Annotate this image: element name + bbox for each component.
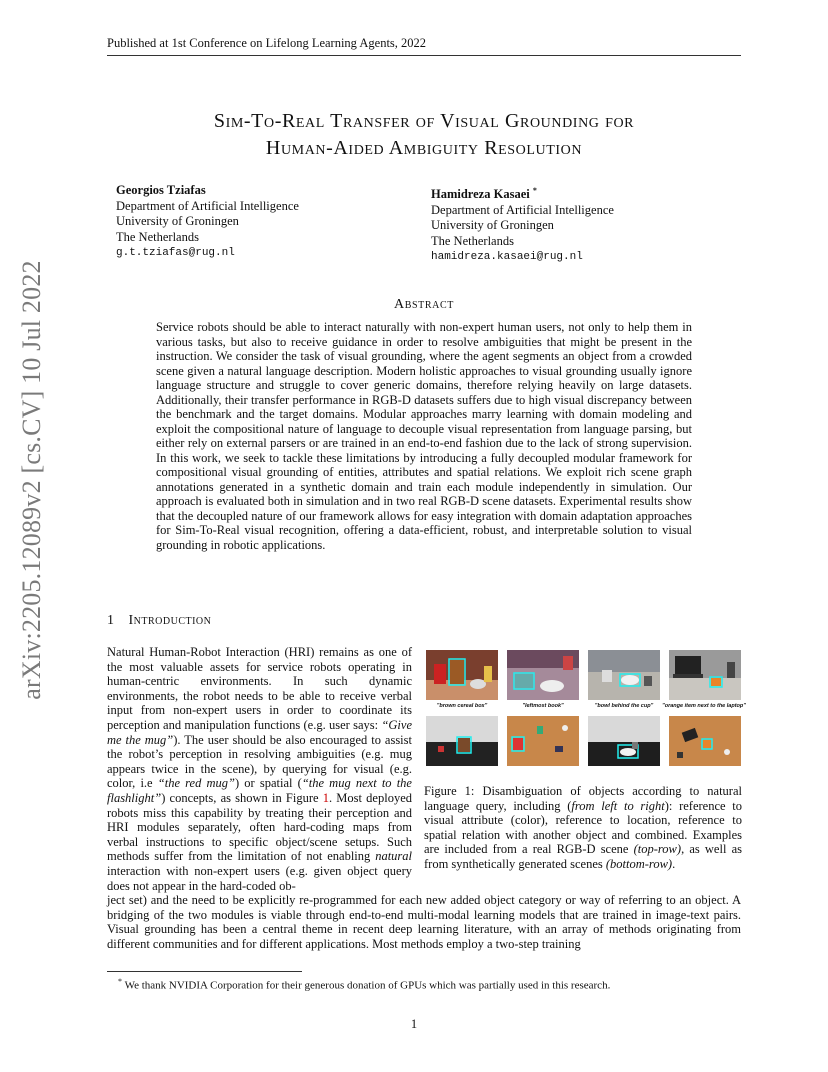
figure-query-label: "orange item next to the laptop" [662,703,746,709]
real-scene-image [669,650,741,700]
real-scene-image [426,650,498,700]
section-title: Introduction [128,613,212,628]
figure-query-label: "brown cereal box" [436,703,488,709]
synthetic-scene-image [669,716,741,766]
figure-query-label: "leftmost book" [522,703,564,709]
synthetic-scene-image [426,716,498,766]
author-block-2 [431,183,614,266]
figure-1 [424,648,746,778]
author-email[interactable]: g.t.tziafas@rug.nl [116,247,235,259]
figure-ref-link[interactable]: 1 [322,790,329,805]
running-header: Published at 1st Conference on Lifelong Learning Agents, 2022 [107,36,741,56]
figure-query-label: "bowl behind the cup" [594,703,654,709]
real-scene-image [507,650,579,700]
author-email[interactable]: hamidreza.kasaei@rug.nl [431,251,583,264]
synthetic-scene-image [588,716,660,766]
title-line-2: Human-Aided Ambiguity Resolution [265,137,583,159]
author-univ: University of Groningen [431,218,554,233]
author-name: Hamidreza Kasaei * [431,186,537,202]
section-number: 1 [107,613,115,628]
arxiv-stamp [12,260,52,700]
page-number: 1 [410,1017,418,1031]
footnote-text: We thank NVIDIA Corporation for their generous donation of GPUs which was partially used in this research. [124,979,611,992]
author-univ: University of Groningen [116,214,239,228]
author-name: Georgios Tziafas [116,183,206,197]
abstract-text: Service robots should be able to interact naturally with non-expert human users, not only to help them in various tasks, but also to receive guidance in order to resolve ambiguities that might be present in the instruction. We consider the task of visual grounding, where the agent segments an object from a crowded scene given a natural language description. Modern holistic approaches to visual grounding usually ignore language structure and struggle to cover generic domains, therefore relying heavily on large datasets. Additionally, their transfer performance in RGB-D datasets suffers due to high visual discrepancy between the benchmark and the target domains. Modular approaches marry learning with domain modeling and exploit the compositional nature of language to decouple visual representation from language parsing, but either rely on external parsers or are trained in an end-to-end fashion due to the lack of strong supervision. In this work, we seek to tackle these limitations by introducing a fully decoupled modular framework for compositional visual grounding of entities, attributes and spatial relations. We exploit rich scene graph annotations generated in a synthetic domain and train each module independently in simulation. Our approach is evaluated both in simulation and in two real RGB-D scene datasets. Experimental results show that the decoupled nature of our framework allows for easy integration with domain adaptation approaches for Sim-To-Real visual recognition, offering a data-efficient, robust, and interpretable solution to visual grounding in robotic applications. [156,320,692,552]
real-scene-image [588,650,660,700]
footnote-rule [107,971,302,972]
intro-paragraph-full: ject set) and the need to be explicitly re-programmed for each new added object category or way of referring to an object. A bridging of the two modules is viable through end-to-end multi-modal learning models that are trained in image-text pairs. Visual grounding has been a central theme in recent deep learning literature, with an array of methods originating from different communities and for different applications. Most methods employ a two-step training [107,893,741,951]
author-country: The Netherlands [431,233,514,248]
intro-paragraph-left: Natural Human-Robot Interaction (HRI) remains as one of the most valuable assets for service robots operating in human-centric environments. In such dynamic environments, the robot needs to be able to receive verbal input from non-expert users in order to coordinate its perception and manipulation functions (e.g. user says: “Give me the mug”). The user should be also encouraged to assist the robot’s perception in resolving ambiguities (e.g. mug appears twice in the scene), by querying for visual (e.g. color, i.e “the red mug”) or spatial (“the mug next to the flashlight”) concepts, as shown in Figure 1. Most deployed robots miss this capability by treating their perception and HRI modules separately, often hard-coding maps from verbal instructions to specific object/scene setups. Such methods suffer from the limitation of not enabling natural interaction with non-expert users (e.g. given object query does not appear in the hard-coded ob- [107,645,412,893]
abstract-heading: Abstract [394,297,454,312]
footnote-mark: * [118,977,122,986]
author-block-1 [116,183,299,262]
figure-caption: Figure 1: Disambiguation of objects according to natural language query, including (from left to right): reference to visual attribute (color), reference to location, reference to spatial relation with another object and combined. Examples are included from a real RGB-D scene (top-row), as well as from synthetically generated scenes (bottom-row). [424,784,742,871]
author-dept: Department of Artificial Intelligence [116,198,299,213]
section-heading [107,613,211,629]
author-dept: Department of Artificial Intelligence [431,202,614,217]
synthetic-scene-image [507,716,579,766]
footnote [118,977,610,992]
author-country: The Netherlands [116,229,199,244]
arxiv-id: arXiv:2205.12089v2 [cs.CV] 10 Jul 2022 [17,260,46,700]
author-footnote-mark[interactable]: * [532,186,537,195]
title-line-1: Sim-To-Real Transfer of Visual Grounding for [213,110,635,132]
paper-title [107,108,741,162]
